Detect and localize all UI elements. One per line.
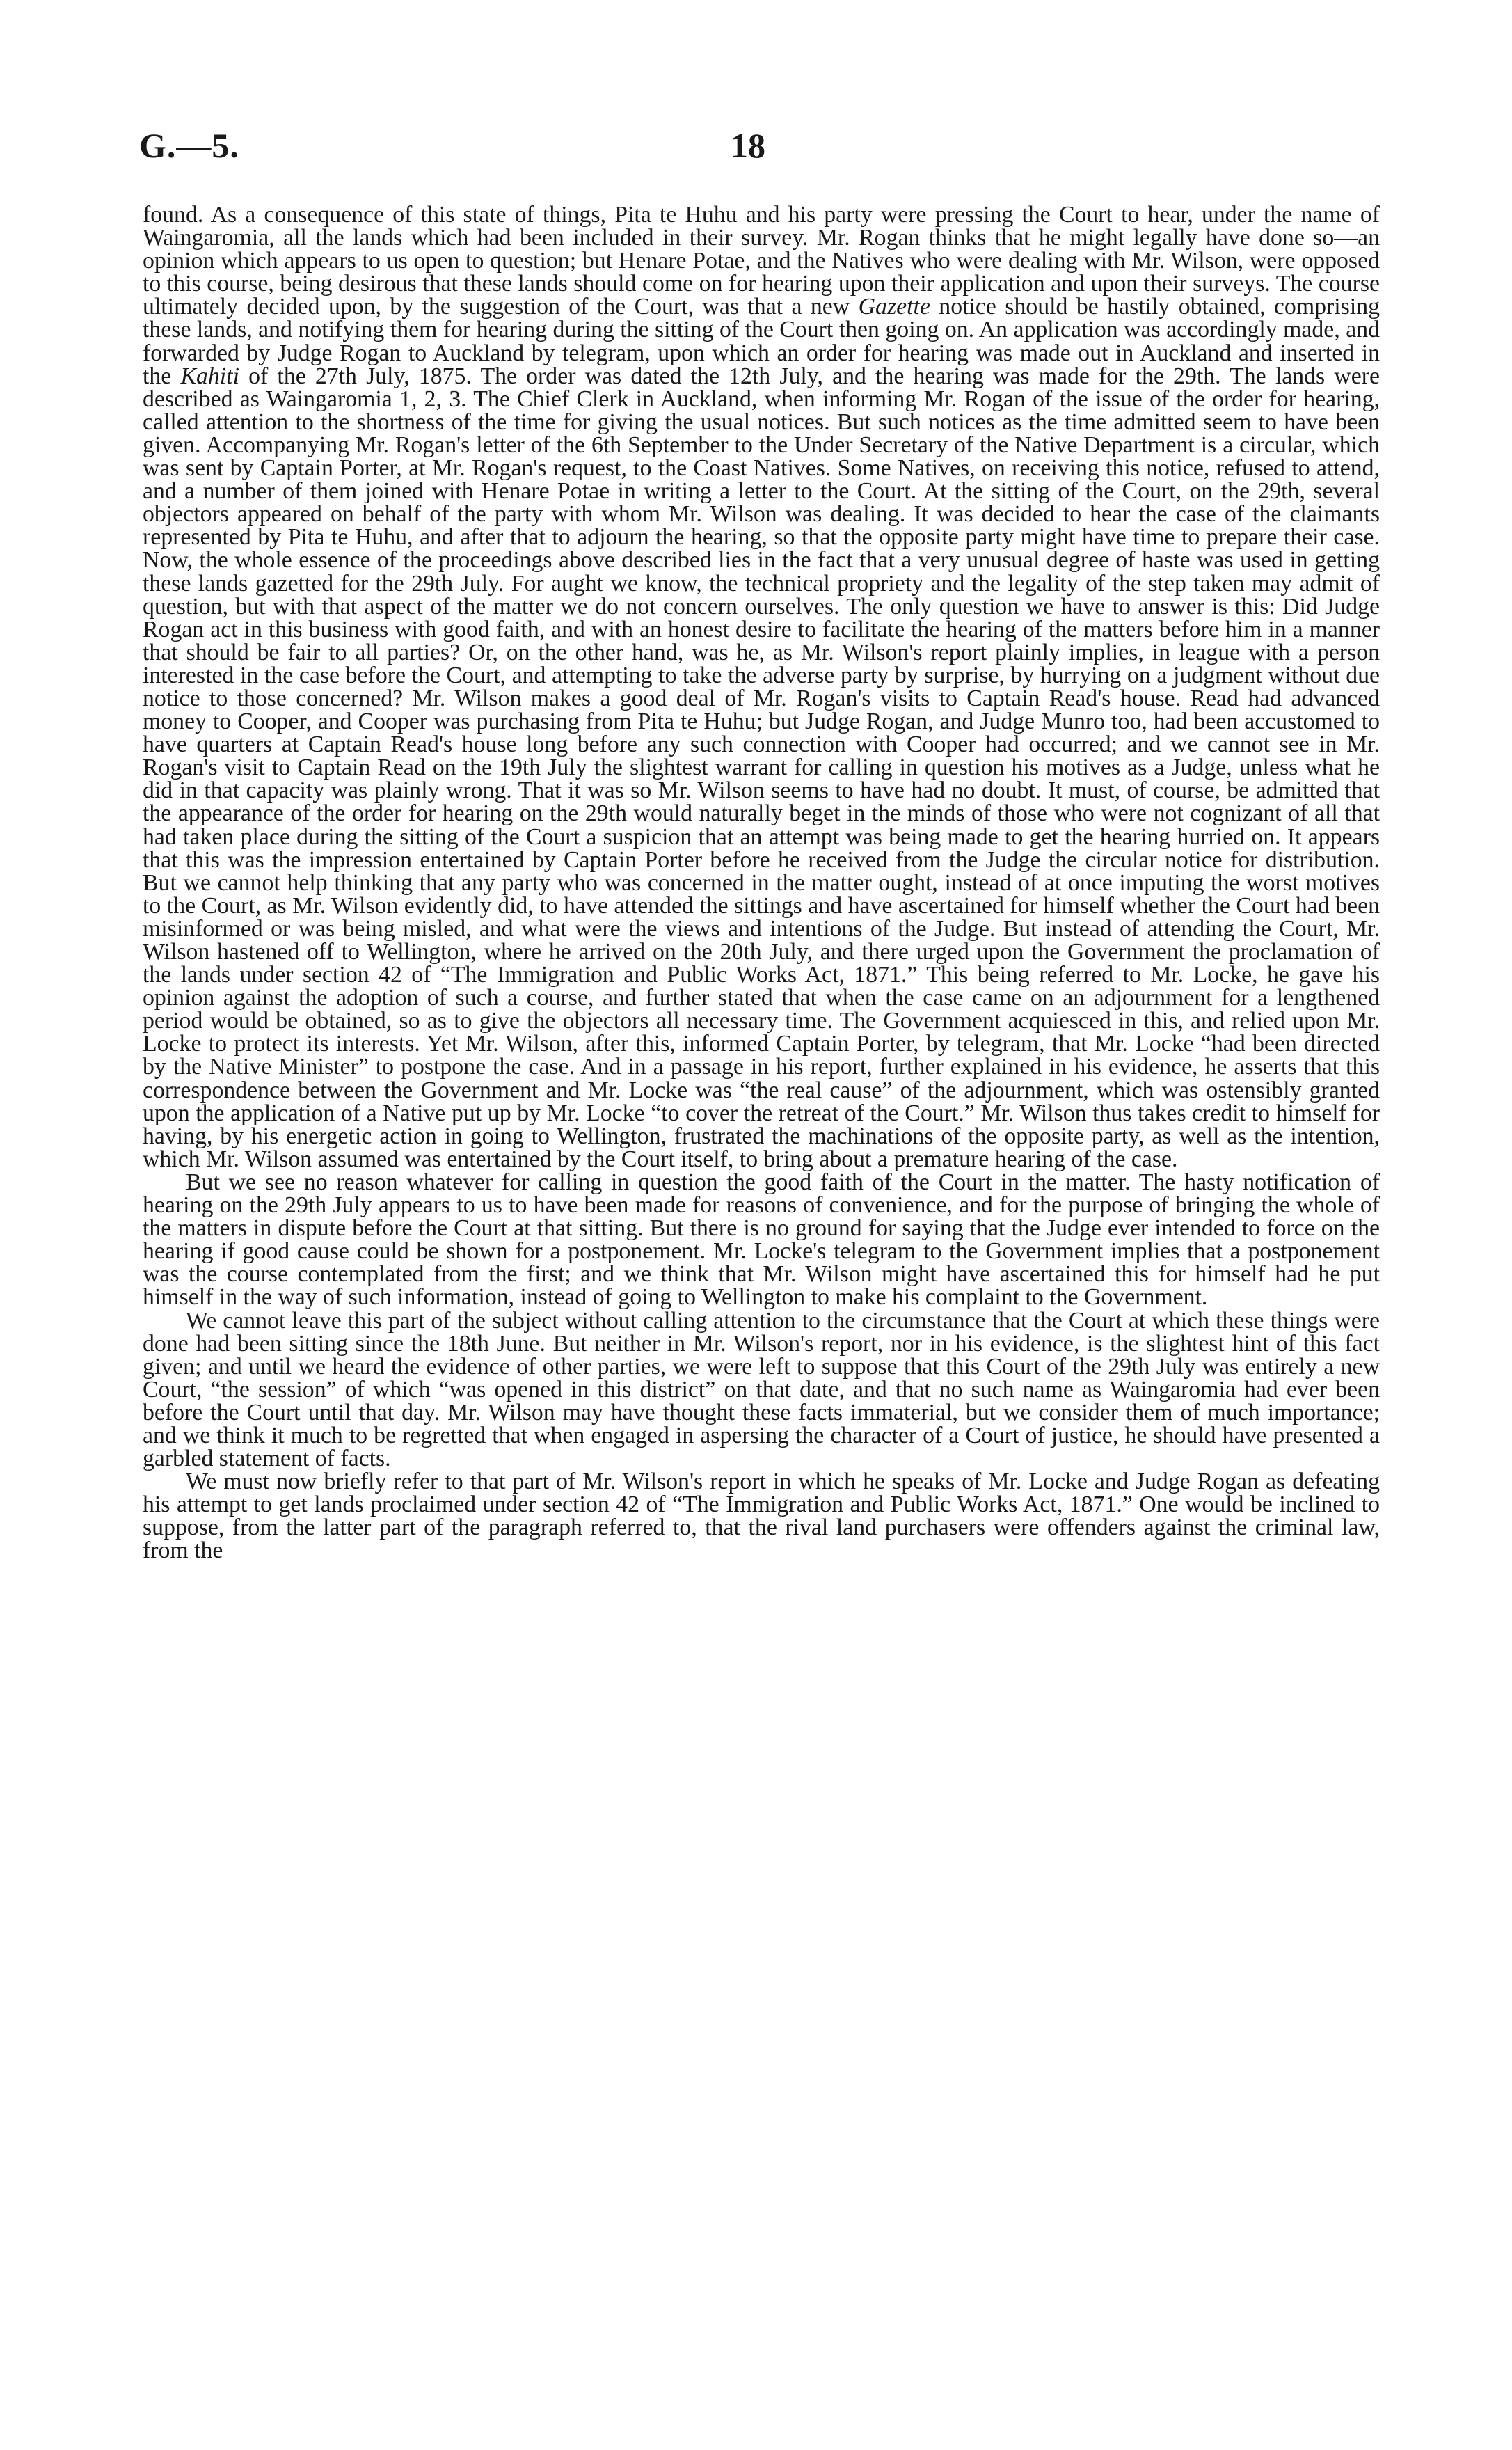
paragraph-1-part-a: found. As a consequence of this state of things, Pita te Huhu and his party were pressing the Court to hear, under the name of Waingaromia, all the lands which had been included in their survey. Mr. Rogan thinks that he might legally have done so—an opinion which appears to us open to question; but Henare Potae, and the Natives who were dealing with Mr. Wilson, were opposed to this course, being desirous that these lands should come on for hearing upon their application and upon their surveys. The course ultimately decided upon, by the suggestion of the Court, was that a new: [143, 202, 1380, 320]
paragraph-2: But we see no reason whatever for calling in question the good faith of the Court in the matter. The hasty notification of hearing on the 29th July appears to us to have been made for reasons of convenience, and for the purpose of bringing the whole of the matters in dispute before the Court at that sitting. But there is no ground for saying that the Judge ever intended to force on the hearing if good cause could be shown for a postponement. Mr. Locke's telegram to the Government implies that a postponement was the course contemplated from the first; and we think that Mr. Wilson might have ascertained this for himself had he put himself in the way of such information, instead of going to Wellington to make his complaint to the Government.: [143, 1169, 1380, 1311]
paragraph-1-part-c: of the 27th July, 1875. The order was dated the 12th July, and the hearing was made for the 29th. The lands were described as Waingaromia 1, 2, 3. The Chief Clerk in Auckland, when informing Mr. Rogan of the issue of the order for hearing, called attention to the shortness of the time for giving the usual notices. But such notices as the time admitted seem to have been given. Accompanying Mr. Rogan's letter of the 6th September to the Under Secretary of the Native Department is a circular, which was sent by Captain Porter, at Mr. Rogan's request, to the Coast Natives. Some Natives, on receiving this notice, refused to attend, and a number of them joined with Henare Potae in writing a letter to the Court. At the sitting of the Court, on the 29th, several objectors appeared on behalf of the party with whom Mr. Wilson was dealing. It was decided to hear the case of the claimants represented by Pita te Huhu, and after that to adjourn the hearing, so that the opposite party might have time to prepare their case. Now, the whole essence of the proceedings above described lies in the fact that a very unusual degree of haste was used in getting these lands gazetted for the 29th July. For aught we know, the technical propriety and the legality of the step taken may admit of question, but with that aspect of the matter we do not concern ourselves. The only question we have to answer is this: Did Judge Rogan act in this business with good faith, and with an honest desire to facilitate the hearing of the matters before him in a manner that should be fair to all parties? Or, on the other hand, was he, as Mr. Wilson's report plainly implies, in league with a person interested in the case before the Court, and attempting to take the adverse party by surprise, by hurrying on a judgment without due notice to those concerned? Mr. Wilson makes a good deal of Mr. Rogan's visits to Captain Read's house. Read had advanced money to Cooper, and Cooper was purchasing from Pita te Huhu; but Judge Rogan, and Judge Munro too, had been accustomed to have quarters at Captain Read's house long before any such connection with Cooper had occurred; and we cannot see in Mr. Rogan's visit to Captain Read on the 19th July the slightest warrant for calling in question his motives as a Judge, unless what he did in that capacity was plainly wrong. That it was so Mr. Wilson seems to have had no doubt. It must, of course, be admitted that the appearance of the order for hearing on the 29th would naturally beget in the minds of those who were not cognizant of all that had taken place during the sitting of the Court a suspicion that an attempt was being made to get the hearing hurried on. It appears that this was the impression entertained by Captain Porter before he received from the Judge the circular notice for distribution. But we cannot help thinking that any party who was concerned in the matter ought, instead of at once imputing the worst motives to the Court, as Mr. Wilson evidently did, to have attended the sittings and have ascertained for himself whether the Court had been misinformed or was being misled, and what were the views and intentions of the Judge. But instead of attending the Court, Mr. Wilson hastened off to Wellington, where he arrived on the 20th July, and there urged upon the Government the proclamation of the lands under section 42 of “The Immigration and Public Works Act, 1871.” This being referred to Mr. Locke, he gave his opinion against the adoption of such a course, and further stated that when the case came on an adjournment for a lengthened period would be obtained, so as to give the objectors all necessary time. The Government acquiesced in this, and relied upon Mr. Locke to protect its interests. Yet Mr. Wilson, after this, informed Captain Porter, by telegram, that Mr. Locke “had been directed by the Native Minister” to postpone the case. And in a passage in his report, further explained in his evidence, he asserts that this correspondence between the Government and Mr. Locke was “the real cause” of the adjournment, which was ostensibly granted upon the application of a Native put up by Mr. Locke “to cover the retreat of the Court.” Mr. Wilson thus takes credit to himself for having, by his energetic action in going to Wellington, frustrated the machinations of the opposite party, as well as the intention, which Mr. Wilson assumed was entertained by the Court itself, to bring about a premature hearing of the case.: [143, 363, 1380, 1172]
paragraph-3: We cannot leave this part of the subject without calling attention to the circumstance that the Court at which these things were done had been sitting since the 18th June. But neither in Mr. Wilson's report, nor in his evidence, is the slightest hint of this fact given; and until we heard the evidence of other parties, we were left to suppose that this Court of the 29th July was entirely a new Court, “the session” of which “was opened in this district” on that date, and that no such name as Waingaromia had ever been before the Court until that day. Mr. Wilson may have thought these facts immaterial, but we consider them of much importance; and we think it much to be regretted that when engaged in aspersing the character of a Court of justice, he should have presented a garbled statement of facts.: [143, 1307, 1380, 1472]
paragraph-4: We must now briefly refer to that part of Mr. Wilson's report in which he speaks of Mr. Locke and Judge Rogan as defeating his attempt to get lands proclaimed under section 42 of “The Immigration and Public Works Act, 1871.” One would be inclined to suppose, from the latter part of the paragraph referred to, that the rival land purchasers were offenders against the criminal law, from the: [143, 1469, 1380, 1564]
gazette-italic: Gazette: [858, 294, 930, 320]
page-number: 18: [731, 126, 765, 165]
page-header: [139, 125, 1378, 174]
kahiti-italic: Kahiti: [180, 363, 239, 389]
document-reference: G.—5.: [139, 126, 239, 165]
paragraph-1-part-b: notice should be hastily obtained, comprising these lands, and notifying them for hearing during the sitting of the Court then going on. An application was accordingly made, and forwarded by Judge Rogan to Auckland by telegram, upon which an order for hearing was made out in Auckland and inserted in the: [143, 294, 1380, 389]
body-text: [143, 203, 1380, 1563]
paragraph-1: [143, 203, 1380, 1171]
